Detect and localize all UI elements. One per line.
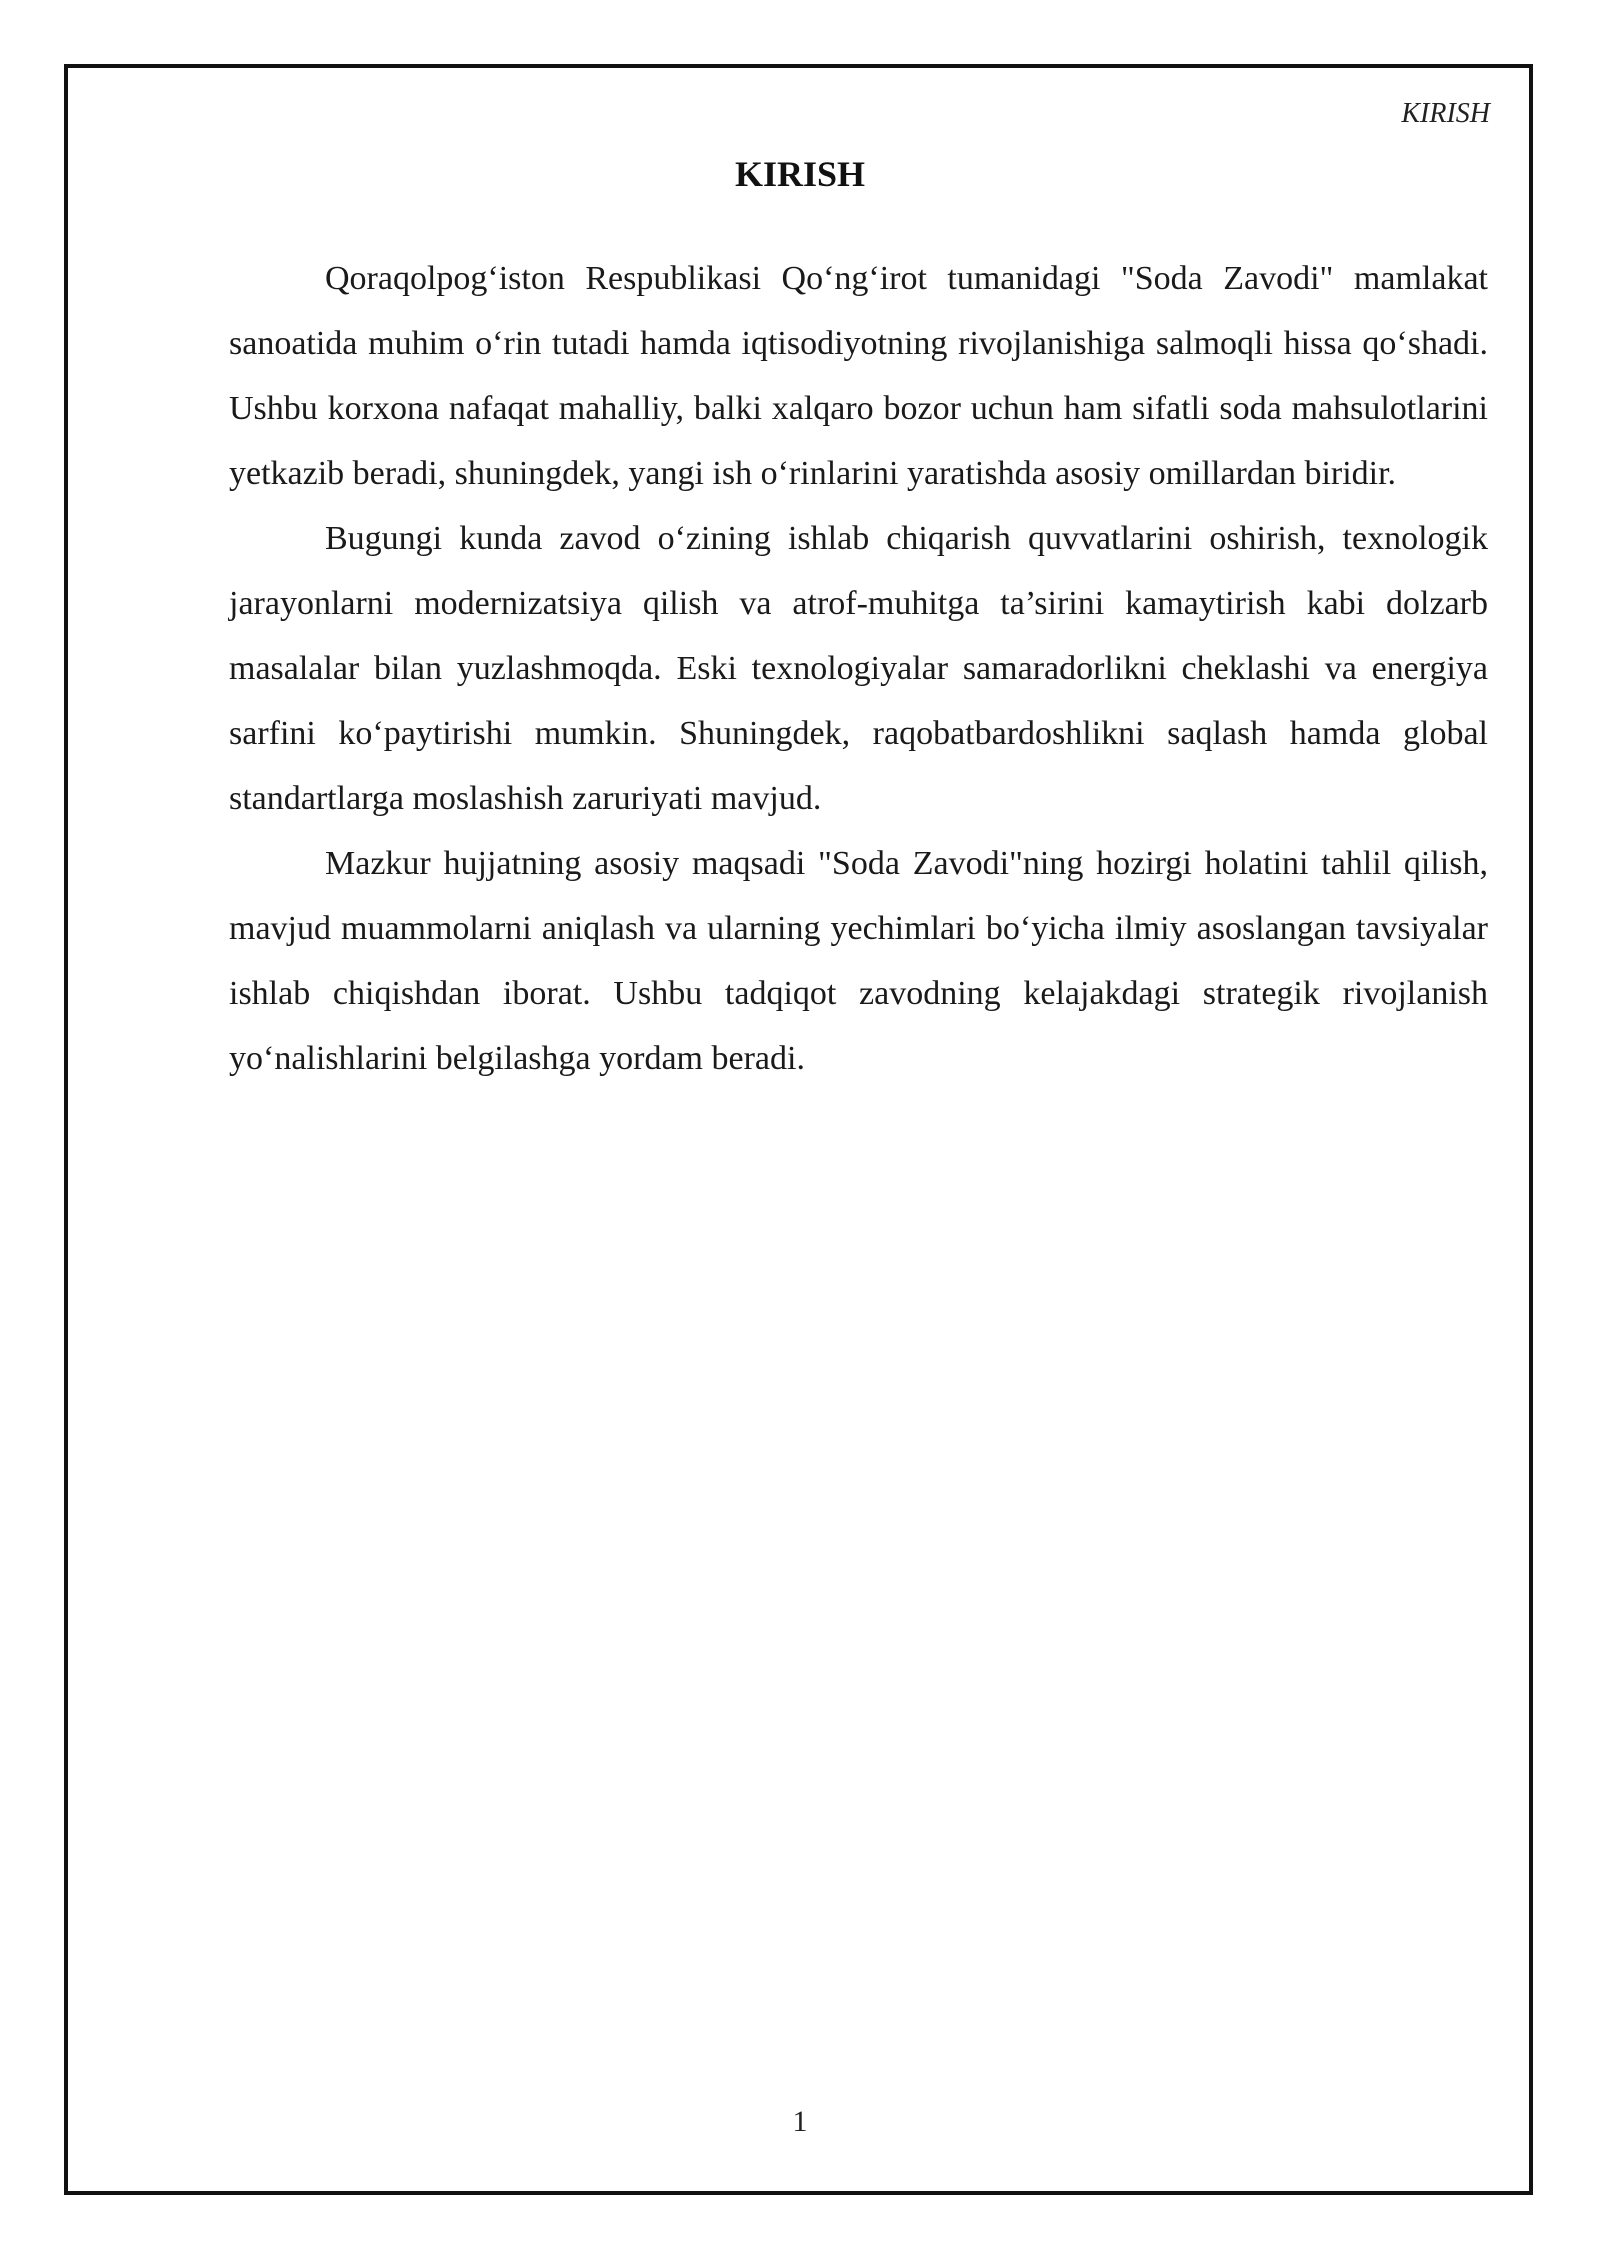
page-number: 1 — [792, 2105, 808, 2138]
body-text — [229, 246, 1488, 1091]
paragraph-1: Qoraqolpog‘iston Respublikasi Qo‘ng‘irot tumanidagi "Soda Zavodi" mamlakat sanoatida muhim o‘rin tutadi hamda iqtisodiyotning rivojlanishiga salmoqli hissa qo‘shadi. Ushbu korxona nafaqat mahalliy, balki xalqaro bozor uchun ham sifatli soda mahsulotlarini yetkazib beradi, shuningdek, yangi ish o‘rinlarini yaratishda asosiy omillardan biridir. — [229, 260, 1488, 492]
running-header: KIRISH — [1401, 98, 1490, 129]
paragraph-3: Mazkur hujjatning asosiy maqsadi "Soda Zavodi"ning hozirgi holatini tahlil qilish, mavjud muammolarni aniqlash va ularning yechimlari bo‘yicha ilmiy asoslangan tavsiyalar ishlab chiqishdan iborat. Ushbu tadqiqot zavodning kelajakdagi strategik rivojlanish yo‘nalishlarini belgilashga yordam beradi. — [229, 845, 1488, 1077]
paragraph-2: Bugungi kunda zavod o‘zining ishlab chiqarish quvvatlarini oshirish, texnologik jarayonlarni modernizatsiya qilish va atrof-muhitga ta’sirini kamaytirish kabi dolzarb masalalar bilan yuzlashmoqda. Eski texnologiyalar samaradorlikni cheklashi va energiya sarfini ko‘paytirishi mumkin. Shuningdek, raqobatbardoshlikni saqlash hamda global standartlarga moslashish zaruriyati mavjud. — [229, 520, 1488, 817]
page-title: KIRISH — [734, 154, 866, 194]
